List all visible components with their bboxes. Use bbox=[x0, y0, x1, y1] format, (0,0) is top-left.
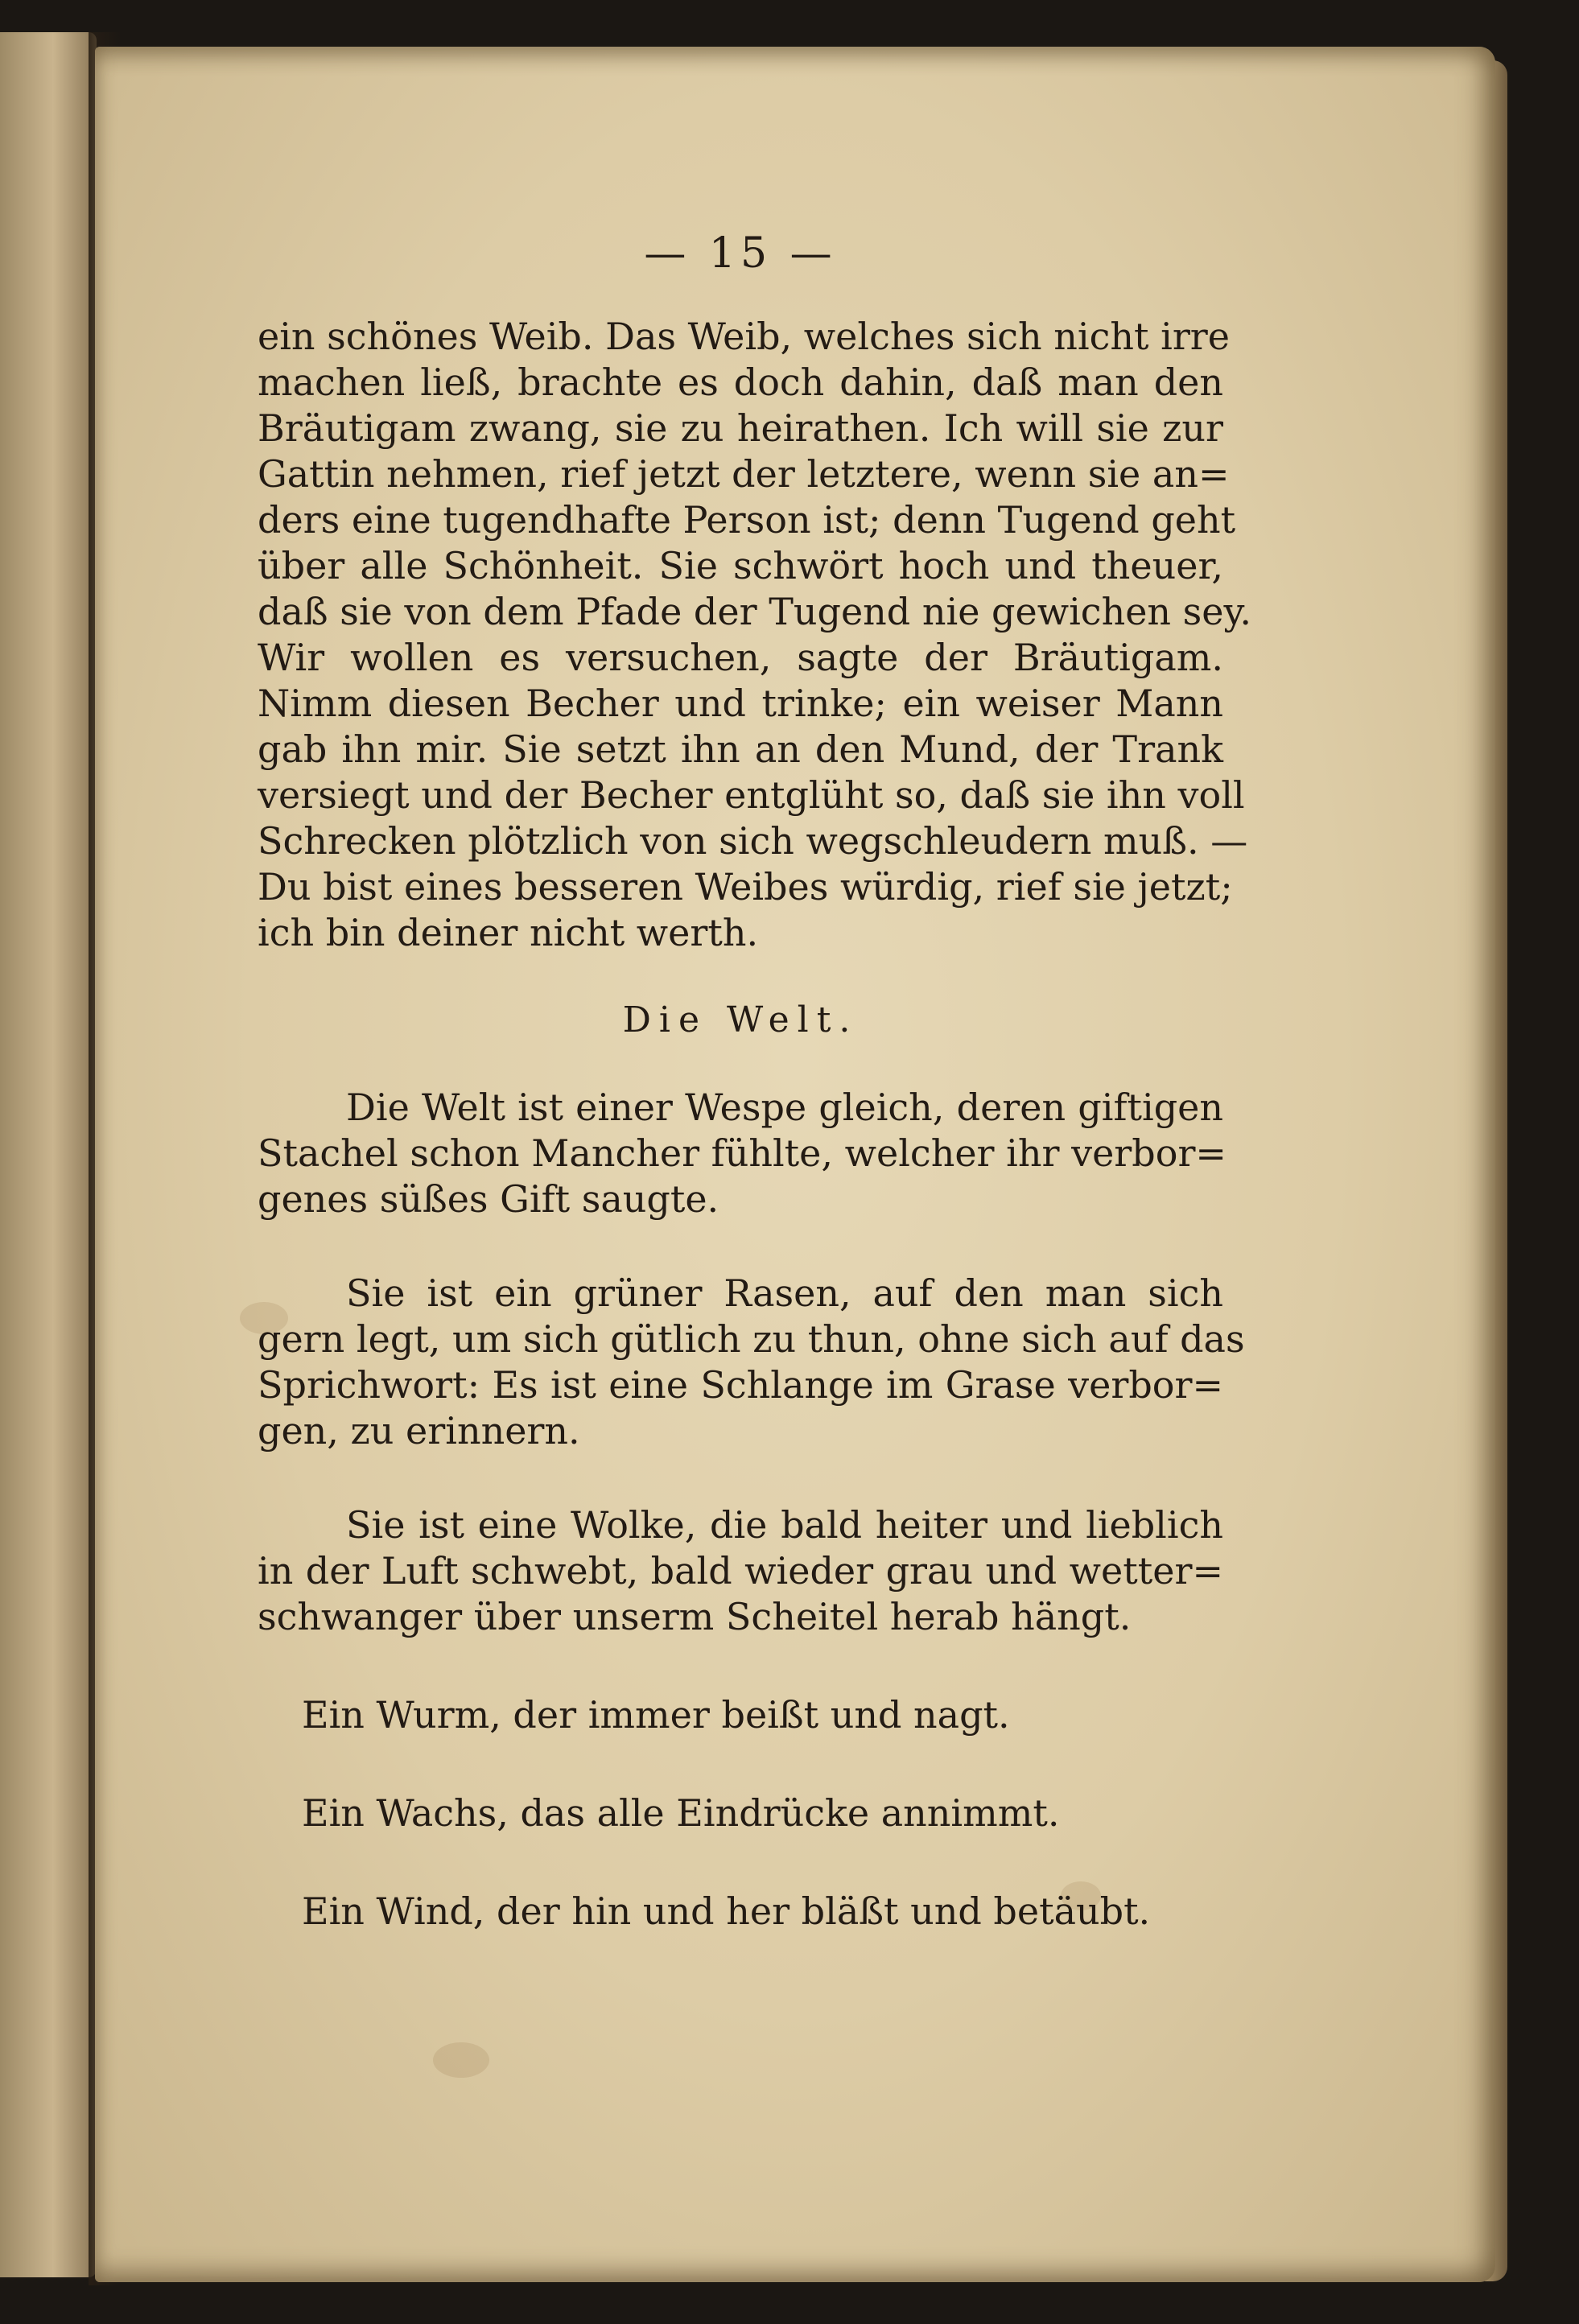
short-line: Ein Wachs, das alle Eindrücke annimmt. bbox=[302, 1791, 1060, 1835]
text-line: daß sie von dem Pfade der Tugend nie gewichen sey. bbox=[258, 590, 1251, 633]
text-line: Sie ist eine Wolke, die bald heiter und lieblich bbox=[346, 1503, 1223, 1547]
text-line: machen ließ, brachte es doch dahin, daß man den bbox=[258, 361, 1223, 404]
section-title: Die Welt. bbox=[622, 999, 859, 1040]
text-line: ein schönes Weib. Das Weib, welches sich nicht irre bbox=[258, 315, 1231, 358]
text-line: ich bin deiner nicht werth. bbox=[258, 911, 759, 954]
text-line: genes süßes Gift saugte. bbox=[258, 1177, 719, 1221]
text-line: Bräutigam zwang, sie zu heirathen. Ich will sie zur bbox=[258, 406, 1223, 450]
text-line: Du bist eines besseren Weibes würdig, rief sie jetzt; bbox=[258, 865, 1233, 909]
page-number-header: — 15 — bbox=[644, 229, 837, 278]
text-line: Stachel schon Mancher fühlte, welcher ihr verbor= bbox=[258, 1131, 1227, 1175]
short-line: Ein Wurm, der immer beißt und nagt. bbox=[302, 1693, 1010, 1737]
text-line: Sprichwort: Es ist eine Schlange im Grase verbor= bbox=[258, 1363, 1223, 1407]
paragraph-2 bbox=[258, 1085, 1227, 1222]
short-line: Ein Wind, der hin und her bläßt und betäubt. bbox=[302, 1889, 1151, 1933]
text-line: schwanger über unserm Scheitel herab hängt. bbox=[258, 1595, 1132, 1638]
text-line: versiegt und der Becher entglüht so, daß sie ihn voll bbox=[258, 773, 1245, 817]
text-line: über alle Schönheit. Sie schwört hoch und theuer, bbox=[258, 544, 1223, 587]
text-line: gern legt, um sich gütlich zu thun, ohne sich auf das bbox=[258, 1317, 1245, 1361]
page-text bbox=[258, 217, 1251, 1935]
text-line: ders eine tugendhafte Person ist; denn Tugend geht bbox=[258, 498, 1236, 542]
foxing-spot bbox=[433, 2042, 489, 2078]
text-line: Sie ist ein grüner Rasen, auf den man sich bbox=[346, 1271, 1223, 1315]
paragraph-1 bbox=[258, 314, 1251, 956]
text-line: Die Welt ist einer Wespe gleich, deren giftigen bbox=[346, 1086, 1223, 1129]
facing-page-edge bbox=[0, 32, 97, 2277]
text-line: in der Luft schwebt, bald wieder grau und wetter= bbox=[258, 1549, 1223, 1593]
text-line: gen, zu erinnern. bbox=[258, 1409, 580, 1452]
text-line: Gattin nehmen, rief jetzt der letztere, wenn sie an= bbox=[258, 452, 1230, 496]
paragraph-4 bbox=[258, 1502, 1223, 1640]
text-line: gab ihn mir. Sie setzt ihn an den Mund, der Trank bbox=[258, 727, 1223, 771]
text-line: Nimm diesen Becher und trinke; ein weiser Mann bbox=[258, 682, 1223, 725]
text-line: Schrecken plötzlich von sich wegschleudern muß. — bbox=[258, 819, 1248, 863]
paragraph-3 bbox=[258, 1271, 1245, 1454]
text-line: Wir wollen es versuchen, sagte der Bräutigam. bbox=[258, 636, 1223, 679]
